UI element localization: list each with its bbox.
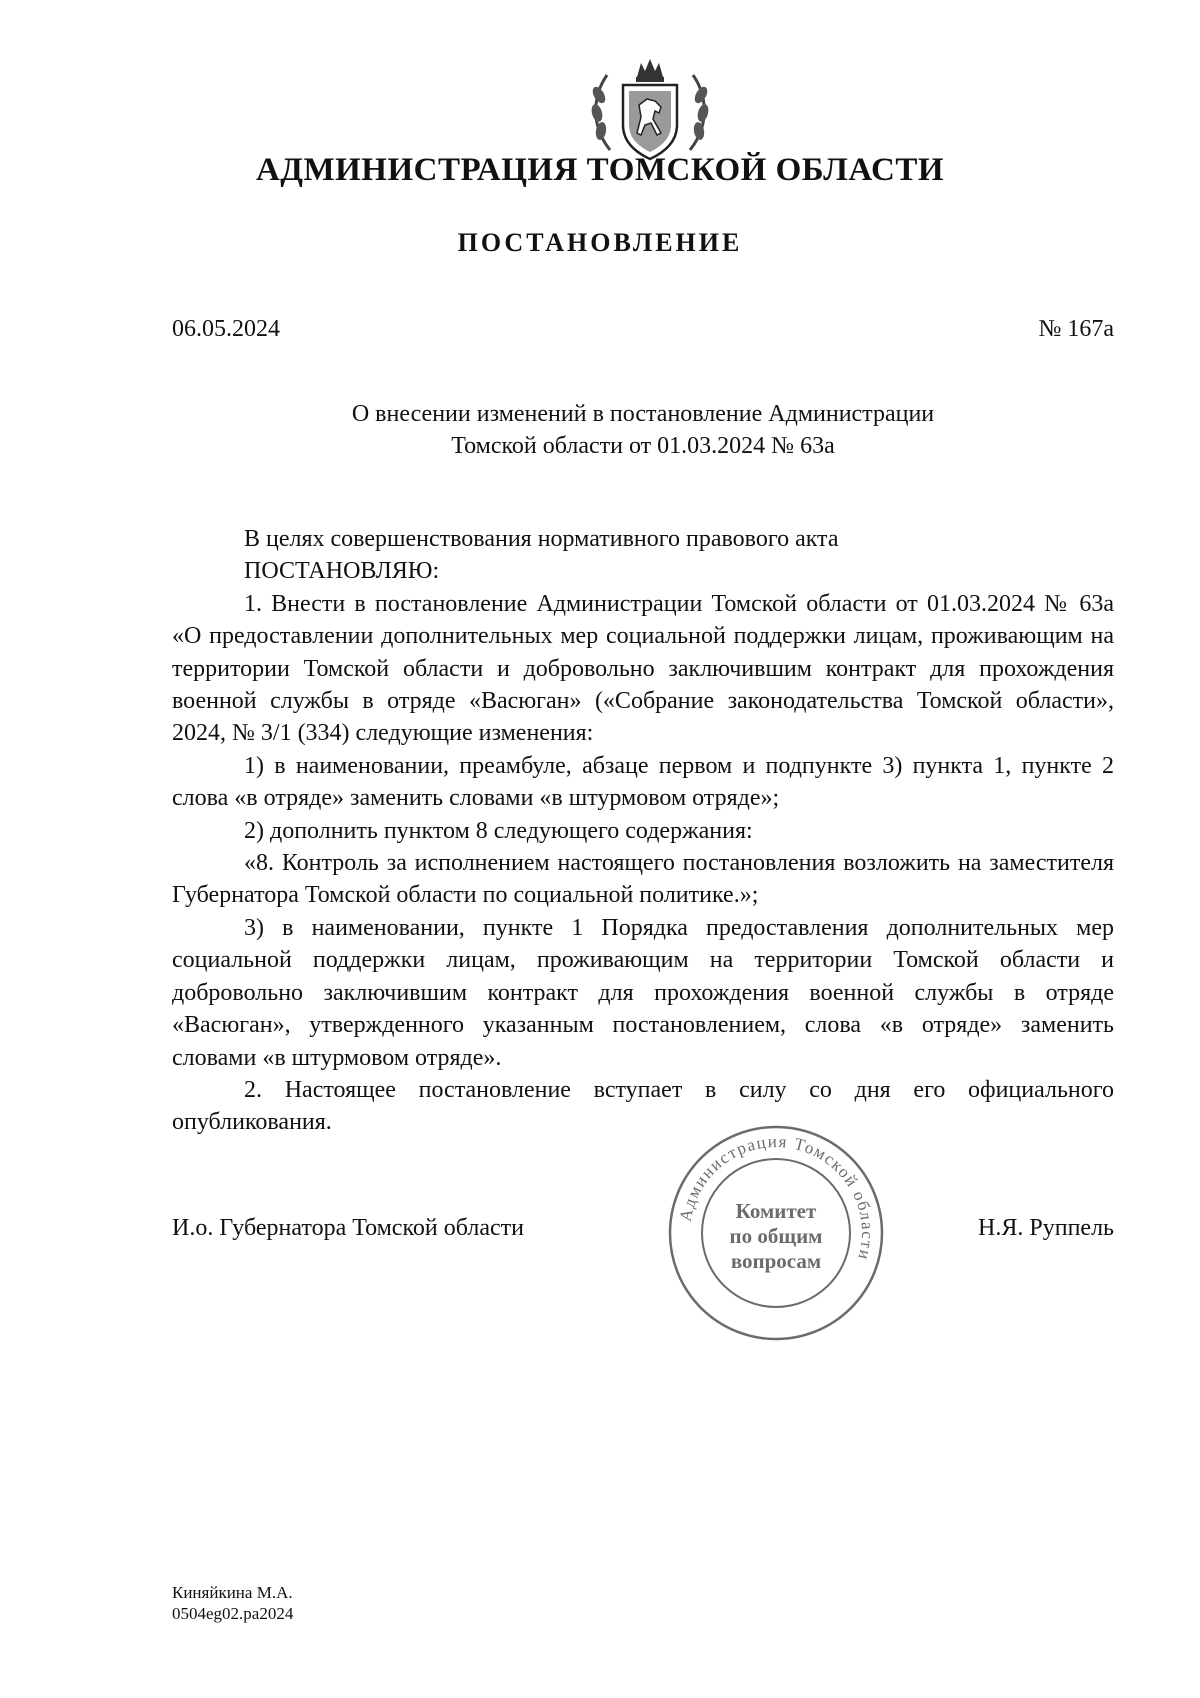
- paragraph-subitem-2: 2) дополнить пунктом 8 следующего содержания:: [244, 817, 753, 844]
- footer-file-code: 0504eg02.pa2024: [172, 1604, 294, 1623]
- document-footer: [172, 1582, 293, 1624]
- document-date: 06.05.2024: [172, 316, 280, 342]
- subject-line-1: О внесении изменений в постановление Администрации: [351, 401, 935, 427]
- paragraph-subitem-3: 3) в наименовании, пункте 1 Порядка предоставления дополнительных мер социальной поддержки лицам, проживающим на территории Томской области и добровольно заключившим контракт для прохождения военной службы в отряде «Васюган», утвержденного указанным постановлением, слова «в отряде» заменить словами «в штурмовом отряде».: [172, 914, 1114, 1071]
- coat-of-arms-icon: [585, 55, 715, 165]
- paragraph-item-1: 1. Внести в постановление Администрации Томской области от 01.03.2024 № 63а «О предоставлении дополнительных мер социальной поддержки лицам, проживающим на территории Томской области и добровольно заключившим контракт для прохождения военной службы в отряде «Васюган» («Собрание законодательства Томской области», 2024, № 3/1 (334) следующие изменения:: [172, 590, 1114, 747]
- signatory-position: И.о. Губернатора Томской области: [172, 1215, 524, 1241]
- paragraph-purpose: В целях совершенствования нормативного правового акта: [244, 526, 839, 552]
- subject-line-2: Томской области от 01.03.2024 № 63а: [451, 433, 835, 459]
- document-body: [172, 523, 1114, 1139]
- document-type: ПОСТАНОВЛЕНИЕ: [457, 228, 743, 257]
- paragraph-quote-item-8: «8. Контроль за исполнением настоящего постановления возложить на заместителя Губернатора Томской области по социальной политике.»;: [172, 850, 1114, 909]
- paragraph-subitem-1: 1) в наименовании, преамбуле, абзаце первом и подпункте 3) пункта 1, пункте 2 слова «в отряде» заменить словами «в штурмовом отряде»;: [172, 752, 1114, 812]
- stamp-line-3: вопросам: [730, 1249, 822, 1273]
- organization-title: АДМИНИСТРАЦИЯ ТОМСКОЙ ОБЛАСТИ: [255, 152, 945, 188]
- stamp-line-2: по общим: [729, 1224, 823, 1248]
- document-number: № 167а: [1038, 316, 1114, 342]
- stamp-ring-text: Администрация Томской области: [675, 1131, 878, 1264]
- signatory-name: Н.Я. Руппель: [978, 1215, 1114, 1241]
- paragraph-resolve: ПОСТАНОВЛЯЮ:: [244, 558, 440, 585]
- stamp-line-1: Комитет: [735, 1199, 817, 1223]
- paragraph-item-2: 2. Настоящее постановление вступает в силу со дня его официального опубликования.: [172, 1076, 1114, 1136]
- official-stamp: [665, 1122, 887, 1344]
- footer-author: Киняйкина М.А.: [172, 1583, 293, 1602]
- document-subject: [172, 398, 1114, 462]
